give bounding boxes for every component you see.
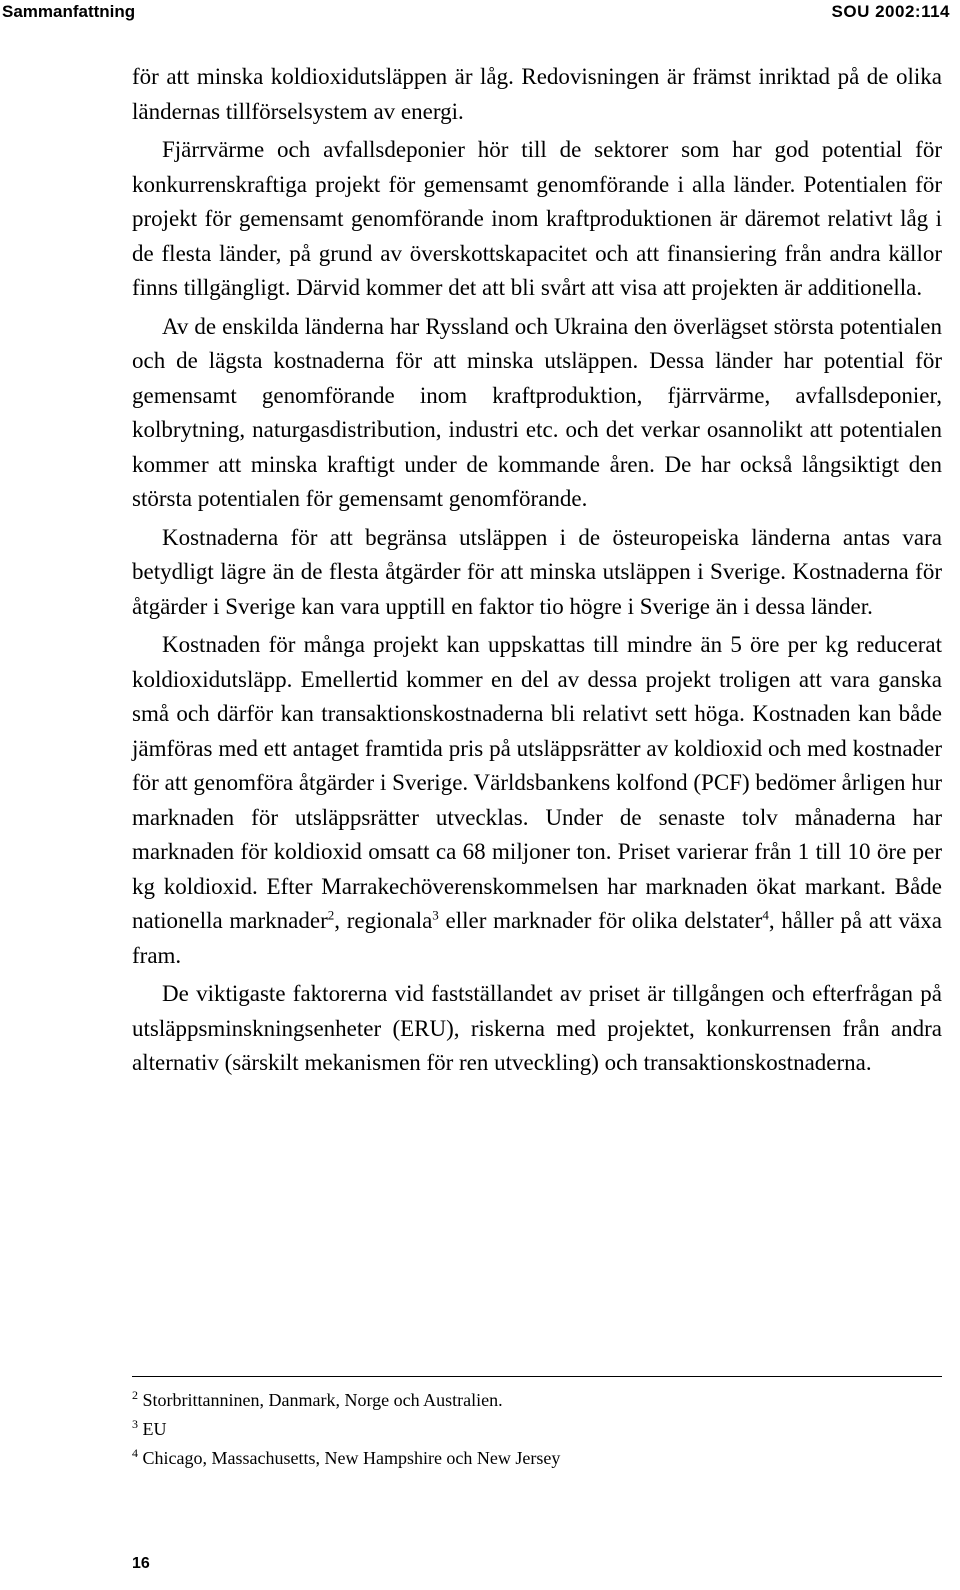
footnote-ref: 4: [762, 907, 769, 923]
body-text: [132, 60, 942, 1085]
footnote-number: 4: [132, 1446, 138, 1460]
text-span: Kostnaden för många projekt kan uppskattas till mindre än 5 öre per kg reducerat koldioxidutsläpp. Emellertid kommer en del av dessa projekt troligen att vara ganska små och därför kan transaktionskostnaderna bli relativt sett höga. Kostnaden kan både jämföras med ett antaget framtida pris på utsläppsrätter av koldioxid och med kostnader för att genomföra åtgärder i Sverige. Världsbankens kolfond (PCF) bedömer årligen hur marknaden för utsläppsrätter utvecklas. Under de senaste tolv månaderna har marknaden för koldioxid omsatt ca 68 miljoner ton. Priset varierar från 1 till 10 öre per kg koldioxid. Efter Marrakechöverenskommelsen har marknaden ökat markant. Både nationella marknader: [132, 632, 942, 933]
text-span: , regionala: [334, 908, 433, 933]
document-id: SOU 2002:114: [831, 2, 950, 21]
text-span: , håller på att växa fram.: [132, 908, 942, 968]
page-number: 16: [132, 1555, 150, 1572]
footnote: [132, 1415, 942, 1444]
section-title: Sammanfattning: [2, 2, 136, 21]
footnote-number: 3: [132, 1417, 138, 1431]
footnote-text: EU: [142, 1419, 167, 1439]
paragraph: [132, 628, 942, 973]
page-header: [0, 0, 960, 26]
paragraph: Av de enskilda länderna har Ryssland och Ukraina den överlägset största potentialen och de lägsta kostnaderna för att minska utsläppen. Dessa länder har potential för gemensamt genomförande inom kraftproduktion, fjärrvärme, avfallsdeponier, kolbrytning, naturgasdistribution, industri etc. och det verkar osannolikt att potentialen kommer att minska kraftigt under de kommande åren. De har också långsiktigt den största potentialen för gemensamt genomförande.: [132, 313, 942, 511]
footnote-ref: 2: [327, 907, 335, 923]
footnote-number: 2: [132, 1388, 138, 1402]
footnotes: [132, 1386, 942, 1473]
paragraph: Kostnaderna för att begränsa utsläppen i de östeuropeiska länderna antas vara betydligt lägre än de flesta åtgärder för att minska utsläppen i Sverige. Kostnaderna för åtgärder i Sverige kan vara upptill en faktor tio högre i Sverige än i dessa länder.: [132, 524, 942, 619]
text-span: eller marknader för olika delstater: [438, 908, 763, 933]
footnote-text: Chicago, Massachusetts, New Hampshire och New Jersey: [142, 1448, 561, 1468]
paragraph: De viktigaste faktorerna vid fastställandet av priset är tillgången och efterfrågan på utsläppsminskningsenheter (ERU), riskerna med projektet, konkurrensen från andra alternativ (särskilt mekanismen för ren utveckling) och transaktionskostnaderna.: [132, 981, 942, 1075]
footnote-divider: [132, 1376, 942, 1377]
footnote-text: Storbrittanninen, Danmark, Norge och Australien.: [142, 1390, 503, 1410]
footnote: [132, 1386, 942, 1415]
footnote-ref: 3: [432, 907, 439, 923]
paragraph: för att minska koldioxidutsläppen är låg. Redovisningen är främst inriktad på de olika ländernas tillförselsystem av energi.: [132, 64, 942, 124]
footnote: [132, 1444, 942, 1473]
paragraph: Fjärrvärme och avfallsdeponier hör till de sektorer som har god potential för konkurrenskraftiga projekt för gemensamt genomförande i alla länder. Potentialen för projekt för gemensamt genomförande inom kraftproduktionen är däremot relativt låg i de flesta länder, på grund av överskottskapacitet och att finansiering från andra källor finns tillgängligt. Därvid kommer det att bli svårt att visa att projekten är additionella.: [132, 137, 942, 300]
